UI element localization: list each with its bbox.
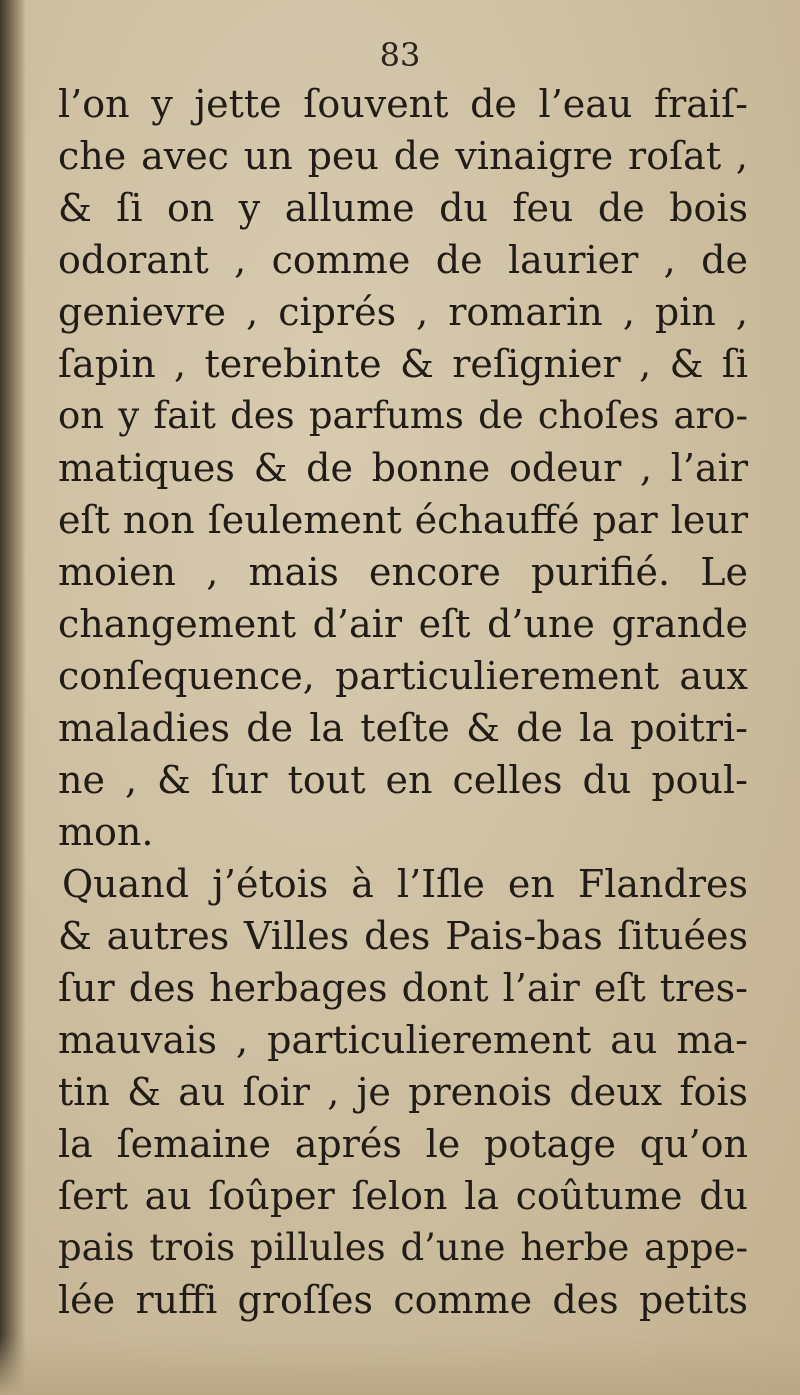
page-number: 83 <box>379 36 421 74</box>
text-line: & ſi on y allume du feu de bois <box>58 186 748 230</box>
text-line: on y fait des parfums de choſes aro- <box>58 394 748 437</box>
text-line: lée ruffi groſſes comme des petits <box>58 1278 748 1322</box>
text-line: ſert au ſoûper ſelon la coûtume du <box>58 1174 748 1218</box>
page-gutter-shadow <box>0 0 26 1395</box>
text-line: odorant , comme de laurier , de <box>58 238 748 282</box>
body-text <box>58 78 748 1326</box>
text-line: ſur des herbages dont l’air eſt tres- <box>58 966 748 1010</box>
text-line: conſequence, particulierement aux <box>58 654 748 698</box>
text-line: mon. <box>58 810 154 854</box>
text-line: matiques & de bonne odeur , l’air <box>58 446 748 490</box>
text-line: la ſemaine aprés le potage qu’on <box>58 1122 748 1166</box>
text-line: che avec un peu de vinaigre roſat , <box>58 134 748 178</box>
text-line: mauvais , particulierement au ma- <box>58 1018 748 1062</box>
text-line: l’on y jette ſouvent de l’eau fraiſ- <box>58 82 748 126</box>
text-line: ſapin , terebinte & reſignier , & ſi <box>58 342 748 386</box>
text-line: pais trois pillules d’une herbe appe- <box>58 1226 748 1269</box>
text-line: eſt non ſeulement échauffé par leur <box>58 498 748 542</box>
text-line: ne , & ſur tout en celles du poul- <box>58 758 748 802</box>
text-line: maladies de la teſte & de la poitri- <box>58 706 748 750</box>
text-line: genievre , ciprés , romarin , pin , <box>58 290 748 334</box>
text-line: Quand j’étois à l’Iſle en Flandres <box>62 862 748 906</box>
text-line: tin & au ſoir , je prenois deux fois <box>58 1070 748 1114</box>
page-bottom-shade <box>0 1335 800 1395</box>
text-line: moien , mais encore purifié. Le <box>58 550 748 594</box>
text-line: & autres Villes des Pais-bas ſituées <box>58 914 748 958</box>
text-line: changement d’air eſt d’une grande <box>58 602 748 646</box>
